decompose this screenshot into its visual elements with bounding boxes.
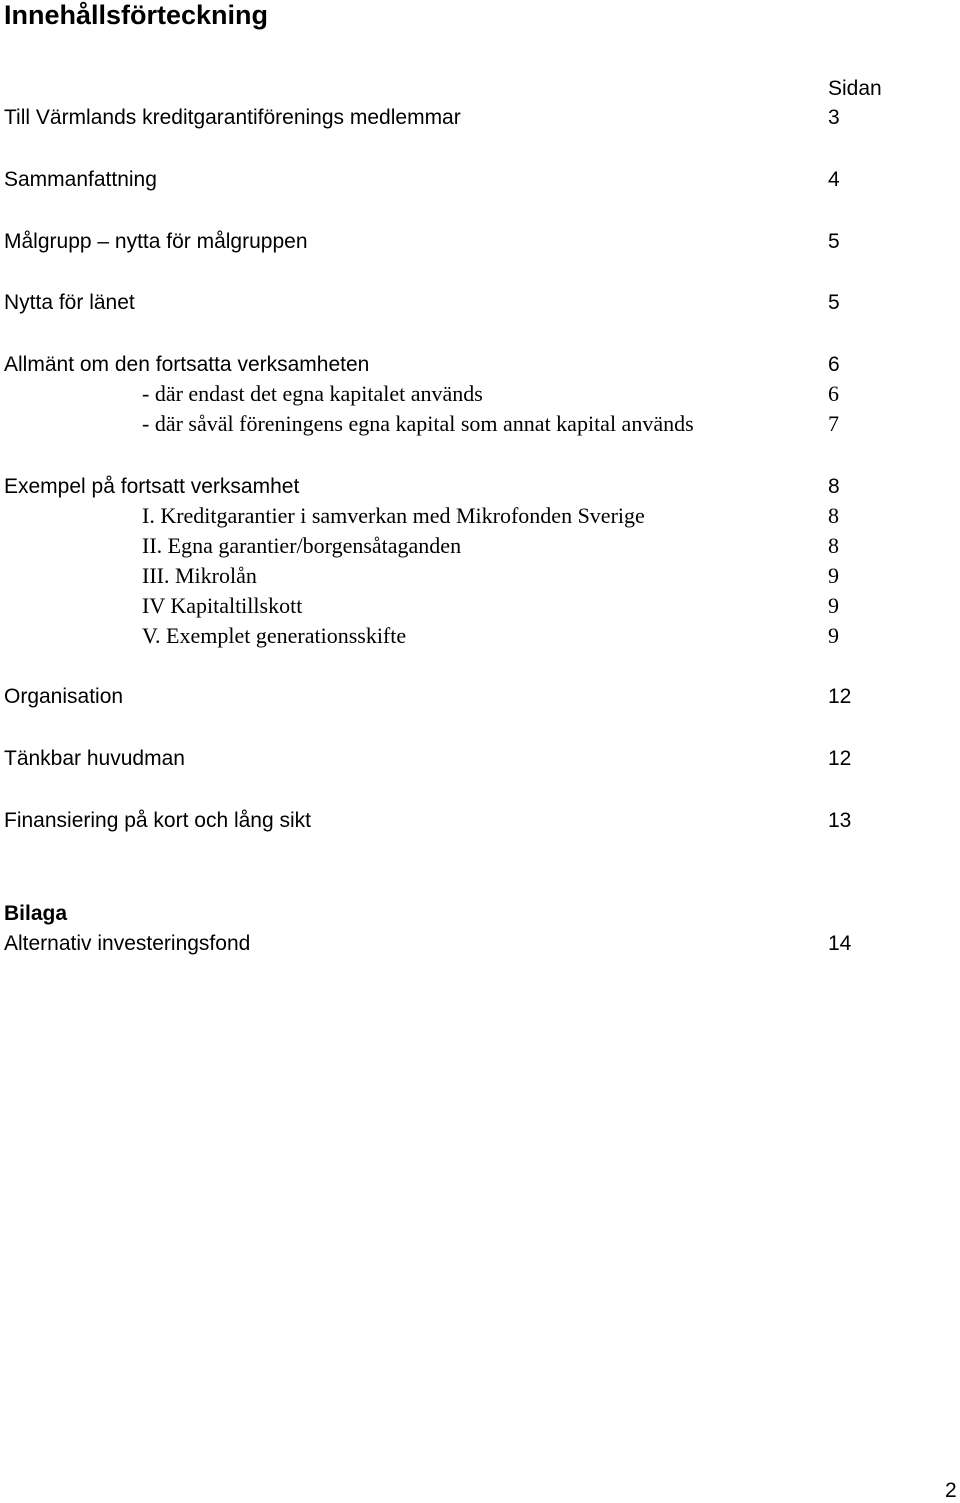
toc-entry-page: 12 [828, 747, 852, 770]
toc-entry-label: Tänkbar huvudman [4, 747, 185, 770]
toc-entry-appendix[interactable] [0, 933, 960, 959]
toc-entry-label: Nytta för länet [4, 291, 135, 314]
toc-entry-page: 8 [828, 503, 839, 528]
toc-entry-label: Till Värmlands kreditgarantiförenings medlemmar [4, 106, 461, 129]
toc-entry-page: 12 [828, 685, 852, 708]
toc-entry-page: 8 [828, 475, 840, 498]
toc-entry-label: I. Kreditgarantier i samverkan med Mikrofonden Sverige [142, 503, 645, 528]
toc-entry[interactable] [0, 476, 960, 502]
page-column-header: Sidan [828, 77, 882, 100]
toc-entry-page: 9 [828, 593, 839, 618]
toc-entry-label: Allmänt om den fortsatta verksamheten [4, 353, 370, 376]
toc-entry[interactable] [0, 810, 960, 836]
toc-entry-page: 7 [828, 411, 839, 436]
toc-entry-label: Finansiering på kort och lång sikt [4, 809, 311, 832]
toc-subentry[interactable] [0, 625, 960, 651]
toc-entry-label: - där endast det egna kapitalet används [142, 381, 483, 406]
toc-entry-page: 5 [828, 291, 840, 314]
toc-subentry[interactable] [0, 383, 960, 409]
toc-entry[interactable] [0, 169, 960, 195]
toc-entry[interactable] [0, 231, 960, 257]
footer-page-number: 2 [945, 1479, 957, 1502]
toc-entry[interactable] [0, 354, 960, 380]
toc-subentry[interactable] [0, 595, 960, 621]
toc-entry-page: 14 [828, 932, 852, 955]
toc-entry-label: - där såväl föreningens egna kapital som annat kapital används [142, 411, 694, 436]
toc-entry-label: Alternativ investeringsfond [4, 932, 251, 955]
toc-subentry[interactable] [0, 505, 960, 531]
toc-entry-label: Organisation [4, 685, 124, 708]
toc-subentry[interactable] [0, 565, 960, 591]
toc-entry-label: IV Kapitaltillskott [142, 593, 303, 618]
toc-entry-page: 5 [828, 230, 840, 253]
toc-entry[interactable] [0, 107, 960, 133]
toc-entry-page: 13 [828, 809, 852, 832]
appendix-heading: Bilaga [4, 902, 68, 925]
toc-entry-page: 8 [828, 533, 839, 558]
toc-entry-label: Sammanfattning [4, 168, 157, 191]
toc-entry[interactable] [0, 292, 960, 318]
toc-subentry[interactable] [0, 535, 960, 561]
toc-entry-page: 9 [828, 563, 839, 588]
page-title: Innehållsförteckning [4, 0, 269, 30]
toc-entry[interactable] [0, 686, 960, 712]
toc-subentry[interactable] [0, 413, 960, 439]
toc-entry-page: 4 [828, 168, 840, 191]
toc-entry-label: II. Egna garantier/borgensåtaganden [142, 533, 462, 558]
toc-entry-label: V. Exemplet generationsskifte [142, 623, 407, 648]
toc-entry-page: 6 [828, 381, 839, 406]
toc-entry[interactable] [0, 748, 960, 774]
toc-entry-label: Målgrupp – nytta för målgruppen [4, 230, 308, 253]
toc-entry-label: III. Mikrolån [142, 563, 257, 588]
toc-entry-page: 9 [828, 623, 839, 648]
toc-entry-page: 6 [828, 353, 840, 376]
toc-entry-label: Exempel på fortsatt verksamhet [4, 475, 300, 498]
toc-entry-page: 3 [828, 106, 840, 129]
